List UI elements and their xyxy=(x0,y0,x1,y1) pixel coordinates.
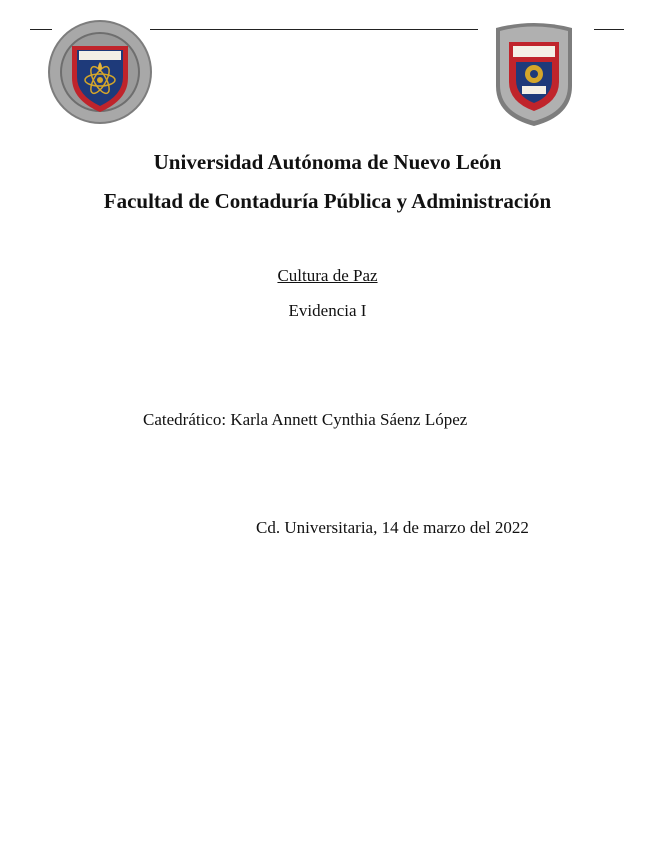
professor-line: Catedrático: Karla Annett Cynthia Sáenz López xyxy=(143,410,468,429)
uanl-seal-icon xyxy=(46,18,154,126)
facpya-seal-icon xyxy=(492,20,576,128)
header-rule-right xyxy=(594,29,624,30)
subject-title: Cultura de Paz xyxy=(277,266,378,285)
evidence-title: Evidencia I xyxy=(288,301,367,320)
header-rule-middle xyxy=(150,29,478,30)
place-date-line: Cd. Universitaria, 14 de marzo del 2022 xyxy=(256,518,529,537)
faculty-name: Facultad de Contaduría Pública y Administración xyxy=(103,189,552,213)
university-name: Universidad Autónoma de Nuevo León xyxy=(153,150,502,174)
